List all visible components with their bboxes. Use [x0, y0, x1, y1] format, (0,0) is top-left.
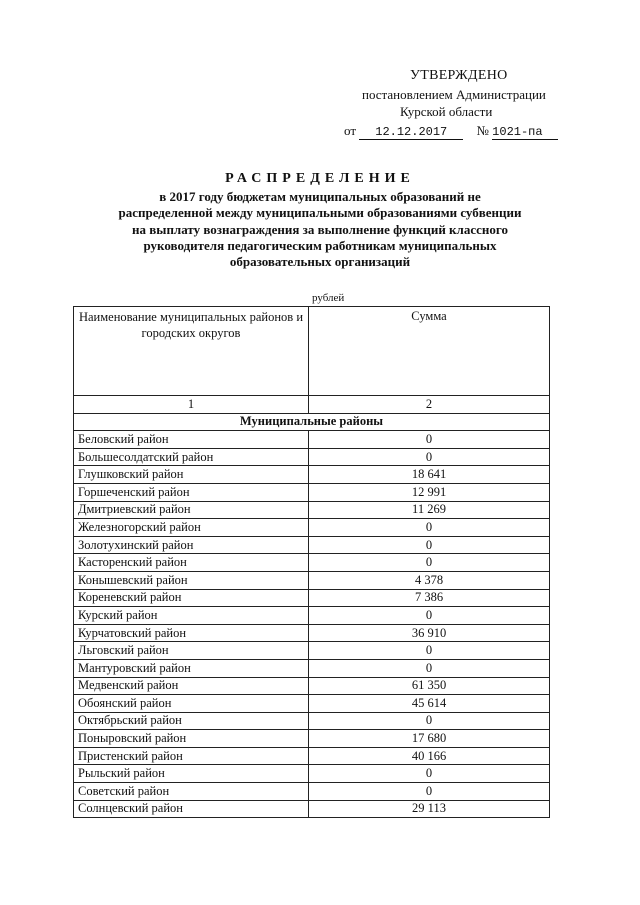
- approval-region: Курской области: [400, 104, 493, 119]
- district-name: Золотухинский район: [74, 536, 309, 554]
- district-sum: 29 113: [309, 800, 550, 818]
- table-row: [74, 536, 550, 554]
- table-row: [74, 624, 550, 642]
- table-row: [74, 483, 550, 501]
- approval-resolution: постановлением Администрации: [362, 87, 546, 102]
- table-row: [74, 554, 550, 572]
- table-row: [74, 730, 550, 748]
- resolution-number: 1021-па: [492, 125, 558, 140]
- table-row: [74, 677, 550, 695]
- district-name: Льговский район: [74, 642, 309, 660]
- table-row: [74, 466, 550, 484]
- district-name: Касторенский район: [74, 554, 309, 572]
- subtitle-line: образовательных организаций: [229, 254, 411, 270]
- table-row: [74, 501, 550, 519]
- district-name: Советский район: [74, 783, 309, 801]
- subtitle-line: в 2017 году бюджетам муниципальных образований не: [159, 189, 481, 204]
- district-name: Мантуровский район: [74, 659, 309, 677]
- district-name: Железногорский район: [74, 519, 309, 537]
- district-sum: 0: [309, 642, 550, 660]
- district-name: Курский район: [74, 607, 309, 625]
- district-sum: 12 991: [309, 483, 550, 501]
- table-row: [74, 589, 550, 607]
- district-sum: 0: [309, 765, 550, 783]
- district-name: Октябрьский район: [74, 712, 309, 730]
- table-row: [74, 747, 550, 765]
- district-sum: 7 386: [309, 589, 550, 607]
- table-row: [74, 571, 550, 589]
- subtitle-line: на выплату вознаграждения за выполнение функций классного: [132, 221, 508, 237]
- section-title: Муниципальные районы: [74, 413, 550, 431]
- district-sum: 4 378: [309, 571, 550, 589]
- district-sum: 0: [309, 554, 550, 572]
- district-sum: 0: [309, 519, 550, 537]
- district-sum: 0: [309, 536, 550, 554]
- table-row: [74, 783, 550, 801]
- table-row: [74, 431, 550, 449]
- district-name: Поныровский район: [74, 730, 309, 748]
- table-row: [74, 642, 550, 660]
- section-row: [74, 413, 550, 431]
- district-name: Дмитриевский район: [74, 501, 309, 519]
- table-row: [74, 607, 550, 625]
- column-number-row: [74, 396, 550, 414]
- district-name: Большесолдатский район: [74, 448, 309, 466]
- district-sum: 18 641: [309, 466, 550, 484]
- district-name: Курчатовский район: [74, 624, 309, 642]
- table-row: [74, 695, 550, 713]
- header-sum-cell: Сумма: [309, 307, 550, 396]
- table-row: [74, 519, 550, 537]
- column-number-1: 1: [74, 396, 309, 414]
- district-name: Солнцевский район: [74, 800, 309, 818]
- table-row: [74, 659, 550, 677]
- district-name: Беловский район: [74, 431, 309, 449]
- table-row: [74, 712, 550, 730]
- district-sum: 11 269: [309, 501, 550, 519]
- district-name: Горшеченский район: [74, 483, 309, 501]
- approval-date-line: [344, 123, 558, 140]
- district-sum: 0: [309, 712, 550, 730]
- district-sum: 0: [309, 431, 550, 449]
- subtitle-line: руководителя педагогическим работникам муниципальных: [143, 237, 497, 253]
- date-prefix: от: [344, 123, 357, 138]
- approval-heading: УТВЕРЖДЕНО: [410, 68, 508, 83]
- district-sum: 61 350: [309, 677, 550, 695]
- currency-unit: рублей: [312, 292, 345, 304]
- district-name: Кореневский район: [74, 589, 309, 607]
- district-sum: 0: [309, 659, 550, 677]
- district-sum: 0: [309, 607, 550, 625]
- district-sum: 40 166: [309, 747, 550, 765]
- district-name: Рыльский район: [74, 765, 309, 783]
- district-name: Глушковский район: [74, 466, 309, 484]
- district-sum: 17 680: [309, 730, 550, 748]
- document-subtitle: [70, 189, 570, 270]
- table-row: [74, 800, 550, 818]
- district-sum: 0: [309, 448, 550, 466]
- district-name: Конышевский район: [74, 571, 309, 589]
- subtitle-line: распределенной между муниципальными образованиями субвенции: [118, 205, 522, 221]
- district-name: Обоянский район: [74, 695, 309, 713]
- district-sum: 36 910: [309, 624, 550, 642]
- distribution-table: [73, 306, 550, 818]
- number-prefix: №: [476, 123, 489, 138]
- header-name-cell: Наименование муниципальных районов и городских округов: [74, 307, 309, 396]
- district-sum: 45 614: [309, 695, 550, 713]
- district-name: Пристенский район: [74, 747, 309, 765]
- resolution-date: 12.12.2017: [359, 125, 463, 140]
- table-row: [74, 765, 550, 783]
- table-header-row: [74, 307, 550, 396]
- table-row: [74, 448, 550, 466]
- document-title: РАСПРЕДЕЛЕНИЕ: [225, 171, 415, 186]
- column-number-2: 2: [309, 396, 550, 414]
- district-name: Медвенский район: [74, 677, 309, 695]
- district-sum: 0: [309, 783, 550, 801]
